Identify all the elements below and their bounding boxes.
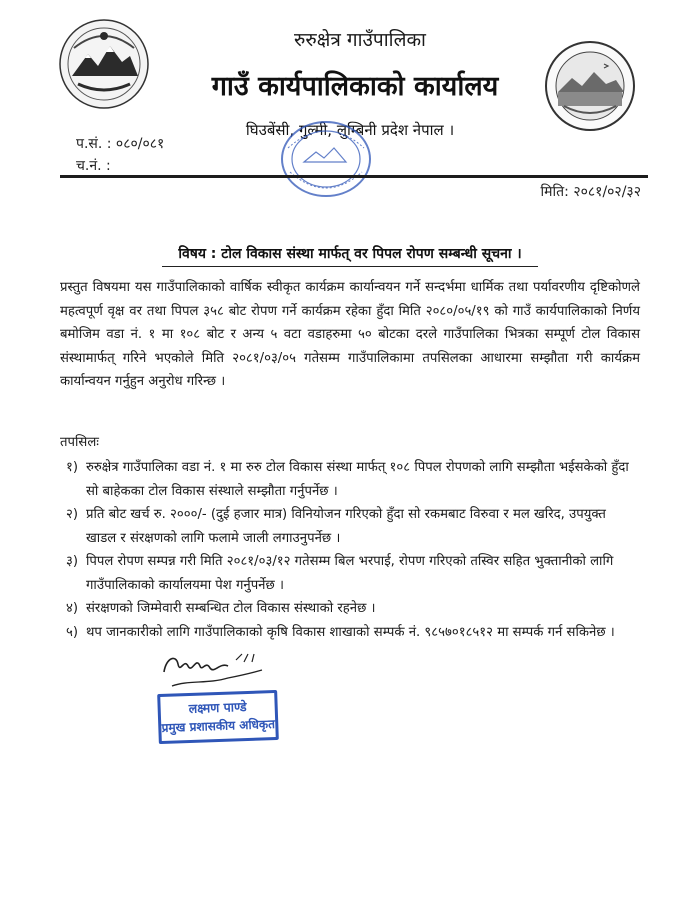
list-item-text: संरक्षणको जिम्मेवारी सम्बन्धित टोल विकास संस्थाको रहनेछ ।	[86, 601, 376, 616]
dispatch-number: च.नं. :	[76, 158, 111, 174]
list-item-number: १)	[66, 460, 79, 475]
list-item-text: रुरुक्षेत्र गाउँपालिका वडा नं. १ मा रुरु टोल विकास संस्था मार्फत् १०८ पिपल रोपणको लागि सम्झौता भईसकेको हुँदा सो बाहेकका टोल विकास संस्थाले सम्झौता गर्नुपर्नेछ ।	[86, 460, 629, 499]
reference-number: प.सं. : ०८०/०८१	[76, 136, 165, 152]
details-heading: तपसिलः	[60, 435, 99, 450]
list-item-number: २)	[66, 507, 79, 522]
office-name: गाउँ कार्यपालिकाको कार्यालय	[211, 71, 499, 102]
nepal-government-emblem-icon	[58, 18, 150, 110]
office-round-stamp	[278, 118, 374, 200]
details-list	[60, 456, 640, 644]
list-item	[60, 550, 640, 597]
list-item-text: प्रति बोट खर्च रु. २०००/- (दुई हजार मात्र) विनियोजन गरिएको हुँदा सो रकमबाट विरुवा र मल खरिद, उपयुक्त खाडल र संरक्षणको लागि फलामे जाली लगाउनुपर्नेछ ।	[86, 507, 606, 546]
list-item	[60, 597, 640, 621]
officer-name: लक्ष्मण पाण्डे	[188, 699, 247, 717]
body-paragraph: प्रस्तुत विषयमा यस गाउँपालिकाको वार्षिक स्वीकृत कार्यक्रम कार्यान्वयन गर्ने सन्दर्भमा धार्मिक तथा पर्यावरणीय दृष्टिकोणले महत्वपूर्ण वृक्ष वर तथा पिपल ३५८ बोट रोपण गर्ने कार्यक्रम रहेका हुँदा मिति २०८०/०५/१९ को गाउँ कार्यपालिकाको निर्णय बमोजिम वडा नं. १ मा १०८ बोट र अन्य ५ वटा वडाहरुमा ५० बोटका दरले गाउँपालिका भित्रका सम्पूर्ण टोल विकास संस्थामार्फत् गरिने भएकोले मिति २०८१/०३/०५ गतेसम्म गाउँपालिकामा तपसिलका आधारमा सम्झौता गरी कार्यक्रम कार्यान्वयन गर्नुहुन अनुरोध गरिन्छ ।	[60, 280, 640, 389]
officer-title: प्रमुख प्रशासकीय अधिकृत	[161, 717, 276, 735]
subject-underline	[162, 266, 538, 267]
list-item-number: ५)	[66, 624, 79, 640]
list-item-number: ३)	[66, 554, 79, 569]
list-item-text: पिपल रोपण सम्पन्न गरी मिति २०८१/०३/१२ गतेसम्म बिल भरपाई, रोपण गरिएको तस्विर सहित भुक्तानीको लागि गाउँपालिकाको कार्यालयमा पेश गर्नुपर्नेछ ।	[86, 554, 614, 593]
officer-name-stamp	[157, 690, 279, 744]
municipality-seal-icon	[544, 40, 636, 132]
list-item-text: थप जानकारीको लागि गाउँपालिकाको कृषि विकास शाखाको सम्पर्क नं. ९८५७०१८५१२ मा सम्पर्क गर्न सकिनेछ ।	[86, 624, 615, 640]
list-item	[60, 456, 640, 503]
handwritten-signature	[158, 644, 268, 694]
subject-line: विषय : टोल विकास संस्था मार्फत् वर पिपल रोपण सम्बन्धी सूचना ।	[178, 246, 522, 262]
letter-date: मिति: २०८१/०२/३२	[540, 184, 641, 200]
list-item-number: ४)	[66, 601, 79, 616]
list-item	[60, 621, 640, 645]
municipality-name: रुरुक्षेत्र गाउँपालिका	[294, 29, 426, 51]
list-item	[60, 503, 640, 550]
letterhead-divider	[60, 175, 648, 178]
office-address: घिउबेंसी, गुल्मी, लुम्बिनी प्रदेश नेपाल ।	[245, 121, 455, 139]
